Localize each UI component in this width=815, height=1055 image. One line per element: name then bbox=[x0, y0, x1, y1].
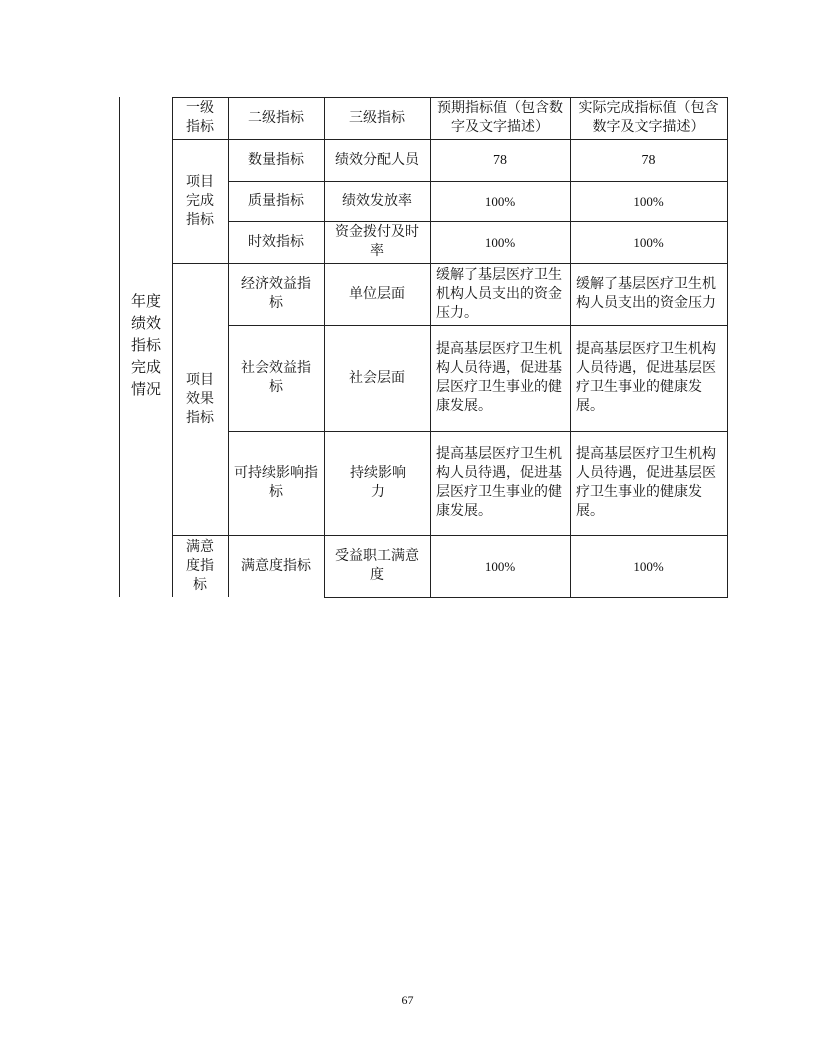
table-cell-expected: 78 bbox=[493, 152, 507, 168]
table-cell-level3: 单位层面 bbox=[349, 285, 405, 302]
header-level3: 三级指标 bbox=[349, 109, 405, 126]
header-level2: 二级指标 bbox=[248, 109, 304, 126]
table-cell-level2: 满意度指标 bbox=[241, 557, 311, 574]
table-cell-level3: 资金拨付及时率 bbox=[335, 224, 419, 259]
table-cell-actual: 100% bbox=[633, 193, 664, 209]
table-cell-level2: 社会效益指标 bbox=[241, 360, 311, 395]
table-cell-actual: 78 bbox=[641, 152, 656, 168]
section-label: 年度绩效指标完成情况 bbox=[130, 292, 161, 398]
page-number: 67 bbox=[401, 993, 414, 1007]
table-cell-expected: 100% bbox=[484, 558, 516, 574]
table-cell-expected: 提高基层医疗卫生机构人员待遇，促进基层医疗卫生事业的健康发展。 bbox=[436, 446, 562, 519]
group-effect: 项目效果指标 bbox=[186, 371, 214, 426]
table-cell-expected: 提高基层医疗卫生机构人员待遇，促进基层医疗卫生事业的健康发展。 bbox=[436, 341, 562, 414]
table-cell-level2: 质量指标 bbox=[248, 192, 304, 209]
table-border bbox=[172, 97, 173, 597]
header-actual: 实际完成指标值（包含数字及文字描述） bbox=[578, 100, 719, 135]
table-border bbox=[727, 97, 728, 597]
table-cell-actual: 提高基层医疗卫生机构人员待遇，促进基层医疗卫生事业的健康发展。 bbox=[576, 446, 716, 519]
table-cell-level2: 可持续影响指标 bbox=[234, 465, 318, 500]
group-satisfaction: 满意度指标 bbox=[186, 538, 214, 593]
table-cell-level3: 社会层面 bbox=[349, 369, 405, 386]
group-completion: 项目完成指标 bbox=[186, 173, 214, 228]
table-cell-level3: 绩效发放率 bbox=[342, 192, 412, 209]
table-cell-actual: 缓解了基层医疗卫生机构人员支出的资金压力 bbox=[576, 276, 716, 311]
table-cell-level3: 受益职工满意度 bbox=[335, 548, 419, 583]
table-border bbox=[324, 597, 728, 598]
table-cell-expected: 100% bbox=[484, 234, 516, 250]
table-cell-actual: 100% bbox=[633, 234, 664, 250]
table-cell-expected: 100% bbox=[484, 193, 516, 209]
table-border bbox=[119, 97, 120, 597]
table-cell-actual: 100% bbox=[633, 558, 664, 574]
table-cell-actual: 提高基层医疗卫生机构人员待遇，促进基层医疗卫生事业的健康发展。 bbox=[576, 341, 716, 414]
table-cell-level3: 持续影响力 bbox=[350, 465, 406, 500]
table-cell-level2: 数量指标 bbox=[248, 151, 304, 168]
table-cell-expected: 缓解了基层医疗卫生机构人员支出的资金压力。 bbox=[436, 266, 562, 321]
header-level1: 一级指标 bbox=[186, 100, 214, 135]
table-cell-level3: 绩效分配人员 bbox=[335, 151, 419, 168]
table-cell-level2: 经济效益指标 bbox=[241, 276, 311, 311]
header-expected: 预期指标值（包含数字及文字描述） bbox=[437, 100, 563, 135]
table-cell-level2: 时效指标 bbox=[248, 233, 304, 250]
